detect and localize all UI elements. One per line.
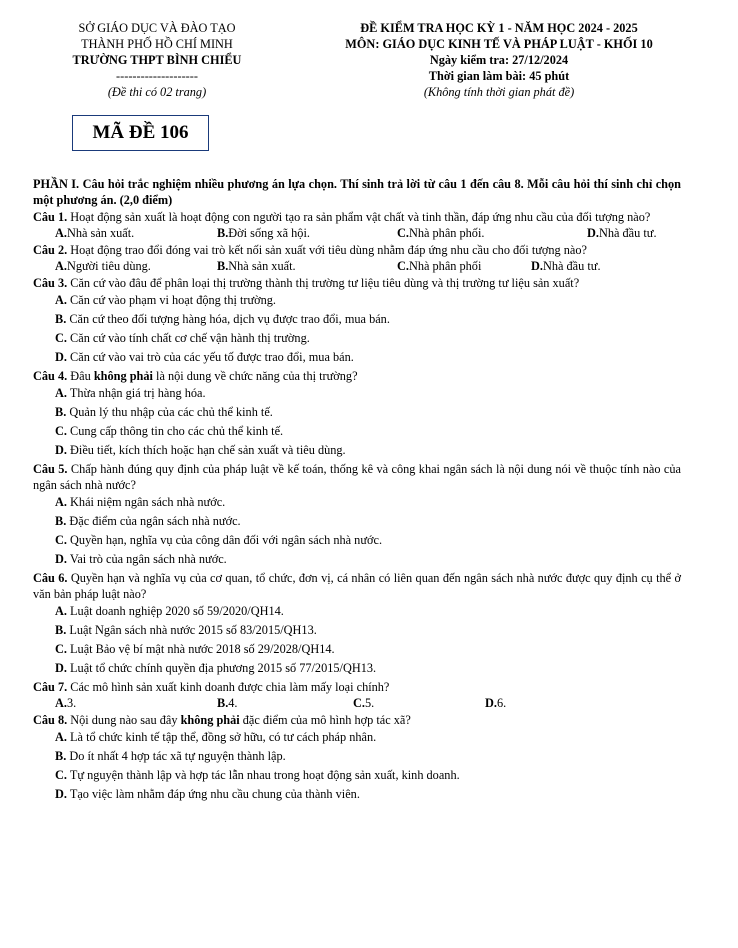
option-d[interactable] — [33, 550, 681, 569]
option-text: Luật doanh nghiệp 2020 số 59/2020/QH14. — [66, 604, 284, 618]
option-b[interactable] — [33, 512, 681, 531]
question-text: Hoạt động trao đổi đóng vai trò kết nối sản xuất với tiêu dùng nhằm đáp ứng nhu cầu cho đối tượng nào? — [67, 243, 587, 257]
option-text: Khái niệm ngân sách nhà nước. — [66, 495, 226, 509]
question-3 — [33, 275, 681, 291]
option-key: B. — [55, 514, 67, 528]
exam-content — [33, 176, 681, 804]
option-key: A. — [55, 730, 67, 744]
question-text: Đâu — [67, 369, 94, 383]
option-text: Quyền hạn, nghĩa vụ của công dân đối với ngân sách nhà nước. — [66, 533, 383, 547]
option-key: A. — [55, 495, 67, 509]
option-a[interactable] — [33, 602, 681, 621]
option-d[interactable] — [33, 659, 681, 678]
header-left — [62, 20, 252, 100]
department-name: SỞ GIÁO DỤC VÀ ĐÀO TẠO — [78, 21, 236, 35]
option-b[interactable] — [33, 747, 681, 766]
option-text: Cung cấp thông tin cho các chủ thể kinh tế. — [66, 424, 284, 438]
option-text: 5. — [364, 696, 375, 710]
option-text: Luật Ngân sách nhà nước 2015 số 83/2015/QH13. — [66, 623, 317, 637]
question-label: Câu 5. — [33, 462, 68, 476]
question-7 — [33, 679, 681, 695]
option-text: Vai trò của ngân sách nhà nước. — [66, 552, 227, 566]
options-row — [33, 258, 681, 274]
option-key: B. — [217, 696, 229, 710]
question-label: Câu 7. — [33, 680, 68, 694]
option-key: B. — [55, 405, 67, 419]
school-name: TRƯỜNG THPT BÌNH CHIỂU — [72, 53, 242, 67]
option-a[interactable] — [55, 258, 217, 274]
city-name: THÀNH PHỐ HỒ CHÍ MINH — [81, 37, 233, 51]
question-label: Câu 4. — [33, 369, 68, 383]
option-text: Nhà phân phối — [408, 259, 482, 273]
option-text: Căn cứ vào vai trò của các yếu tố được trao đổi, mua bán. — [66, 350, 354, 364]
question-emphasis: không phải — [180, 713, 240, 727]
option-text: Điều tiết, kích thích hoặc hạn chế sản xuất và tiêu dùng. — [66, 443, 346, 457]
question-1 — [33, 209, 681, 225]
options-row — [33, 225, 681, 241]
question-text: Chấp hành đúng quy định của pháp luật về kế toán, thống kê và công khai ngân sách là nội dung nói về thuộc tính nào của ngân sách nhà nước? — [33, 462, 681, 492]
option-key: A. — [55, 696, 67, 710]
option-key: B. — [217, 259, 229, 273]
option-c[interactable] — [33, 329, 681, 348]
option-a[interactable] — [33, 728, 681, 747]
option-key: B. — [55, 623, 67, 637]
option-b[interactable] — [33, 403, 681, 422]
option-key: D. — [55, 350, 67, 364]
option-text: Đặc điểm của ngân sách nhà nước. — [66, 514, 241, 528]
options-row — [33, 695, 681, 711]
option-key: C. — [55, 533, 67, 547]
question-text: Nội dung nào sau đây — [67, 713, 181, 727]
question-4 — [33, 368, 681, 384]
section-title: PHẦN I. Câu hỏi trắc nghiệm nhiều phương án lựa chọn. Thí sinh trả lời từ câu 1 đến câu 8. Mỗi câu hỏi thí sinh chỉ chọn một phương án. (2,0 điểm) — [33, 177, 681, 207]
option-text: 3. — [66, 696, 77, 710]
option-text: Người tiêu dùng. — [66, 259, 151, 273]
question-text: Căn cứ vào đâu để phân loại thị trường thành thị trường tư liệu tiêu dùng và thị trường tư liệu sản xuất? — [67, 276, 580, 290]
question-6 — [33, 570, 681, 602]
option-key: B. — [55, 749, 67, 763]
option-a[interactable] — [33, 291, 681, 310]
option-text: Căn cứ vào tính chất cơ chế vận hành thị trường. — [66, 331, 310, 345]
option-text: Quản lý thu nhập của các chủ thể kinh tế. — [66, 405, 273, 419]
question-label: Câu 1. — [33, 210, 68, 224]
option-key: C. — [353, 696, 365, 710]
question-text-end: là nội dung về chức năng của thị trường? — [152, 369, 358, 383]
option-b[interactable] — [217, 225, 397, 241]
divider-line: -------------------- — [116, 69, 198, 83]
option-key: D. — [55, 661, 67, 675]
option-key: D. — [55, 443, 67, 457]
option-text: Căn cứ vào phạm vi hoạt động thị trường. — [66, 293, 277, 307]
option-a[interactable] — [55, 225, 217, 241]
option-text: Nhà đầu tư. — [598, 226, 657, 240]
question-label: Câu 3. — [33, 276, 68, 290]
option-text: Thừa nhận giá trị hàng hóa. — [66, 386, 206, 400]
option-key: D. — [587, 226, 599, 240]
option-text: Đời sống xã hội. — [228, 226, 310, 240]
option-key: B. — [217, 226, 229, 240]
question-text: Hoạt động sản xuất là hoạt động con người tạo ra sản phẩm vật chất và tinh thần, đáp ứng nhu cầu của đối tượng nào? — [67, 210, 651, 224]
option-c[interactable] — [33, 640, 681, 659]
option-c[interactable] — [397, 258, 531, 274]
option-c[interactable] — [397, 225, 587, 241]
option-b[interactable] — [33, 621, 681, 640]
option-key: A. — [55, 293, 67, 307]
option-key: C. — [397, 259, 409, 273]
option-c[interactable] — [33, 766, 681, 785]
option-key: C. — [55, 642, 67, 656]
option-key: A. — [55, 259, 67, 273]
option-a[interactable] — [33, 384, 681, 403]
option-d[interactable] — [485, 695, 506, 711]
option-text: Nhà đầu tư. — [542, 259, 601, 273]
question-text: Quyền hạn và nghĩa vụ của cơ quan, tổ chức, đơn vị, cá nhân có liên quan đến ngân sách nhà nước được quy định cụ thể ở văn bản pháp luật nào? — [33, 571, 681, 601]
option-key: D. — [531, 259, 543, 273]
question-label: Câu 2. — [33, 243, 68, 257]
option-d[interactable] — [33, 785, 681, 804]
option-key: D. — [55, 552, 67, 566]
option-a[interactable] — [55, 695, 217, 711]
page-count-note: (Đề thi có 02 trang) — [107, 85, 207, 99]
option-key: C. — [55, 331, 67, 345]
question-2 — [33, 242, 681, 258]
option-b[interactable] — [33, 310, 681, 329]
exam-date: Ngày kiểm tra: 27/12/2024 — [429, 53, 569, 67]
option-text: 4. — [228, 696, 238, 710]
option-text: Luật tổ chức chính quyền địa phương 2015 số 77/2015/QH13. — [66, 661, 377, 675]
option-key: C. — [55, 424, 67, 438]
header-right — [265, 20, 733, 100]
option-text: 6. — [496, 696, 507, 710]
option-text: Nhà sản xuất. — [66, 226, 135, 240]
option-key: C. — [397, 226, 409, 240]
subject-line: MÔN: GIÁO DỤC KINH TẾ VÀ PHÁP LUẬT - KHỐI 10 — [345, 37, 653, 51]
option-text: Nhà sản xuất. — [228, 259, 296, 273]
option-a[interactable] — [33, 493, 681, 512]
option-c[interactable] — [33, 531, 681, 550]
option-b[interactable] — [217, 695, 353, 711]
option-key: A. — [55, 386, 67, 400]
option-text: Là tổ chức kinh tế tập thể, đồng sở hữu, có tư cách pháp nhân. — [66, 730, 377, 744]
question-text-end: đặc điểm của mô hình hợp tác xã? — [239, 713, 411, 727]
option-text: Do ít nhất 4 hợp tác xã tự nguyện thành lập. — [66, 749, 286, 763]
duration-note: (Không tính thời gian phát đề) — [423, 85, 575, 99]
option-b[interactable] — [217, 258, 397, 274]
option-text: Tự nguyện thành lập và hợp tác lẫn nhau trong hoạt động sản xuất, kinh doanh. — [66, 768, 460, 782]
question-label: Câu 6. — [33, 571, 68, 585]
question-label: Câu 8. — [33, 713, 68, 727]
option-text: Luật Bảo vệ bí mật nhà nước 2018 số 29/2028/QH14. — [66, 642, 335, 656]
question-5 — [33, 461, 681, 493]
option-d[interactable] — [531, 258, 601, 274]
question-8 — [33, 712, 681, 728]
exam-duration: Thời gian làm bài: 45 phút — [428, 69, 570, 83]
option-d[interactable] — [33, 441, 681, 460]
exam-code: MÃ ĐỀ 106 — [72, 115, 209, 151]
option-key: A. — [55, 604, 67, 618]
option-key: C. — [55, 768, 67, 782]
option-key: A. — [55, 226, 67, 240]
option-c[interactable] — [353, 695, 485, 711]
option-d[interactable] — [587, 225, 657, 241]
option-key: D. — [485, 696, 497, 710]
option-c[interactable] — [33, 422, 681, 441]
exam-title: ĐỀ KIỂM TRA HỌC KỲ 1 - NĂM HỌC 2024 - 2025 — [360, 21, 638, 35]
option-key: B. — [55, 312, 67, 326]
option-text: Tạo việc làm nhằm đáp ứng nhu cầu chung của thành viên. — [66, 787, 360, 801]
question-emphasis: không phải — [93, 369, 153, 383]
option-text: Căn cứ theo đối tượng hàng hóa, dịch vụ được trao đổi, mua bán. — [66, 312, 390, 326]
question-text: Các mô hình sản xuất kinh doanh được chia làm mấy loại chính? — [67, 680, 390, 694]
option-d[interactable] — [33, 348, 681, 367]
option-text: Nhà phân phối. — [408, 226, 485, 240]
option-key: D. — [55, 787, 67, 801]
